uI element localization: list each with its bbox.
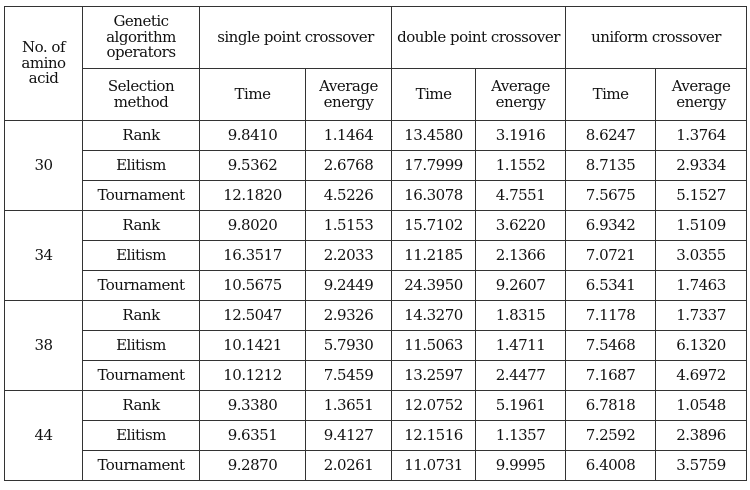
time-cell: 11.5063 <box>392 331 476 361</box>
energy-cell: 1.0548 <box>656 391 747 421</box>
time-cell: 6.4008 <box>566 451 656 481</box>
time-cell: 10.5675 <box>200 271 306 301</box>
time-cell: 11.0731 <box>392 451 476 481</box>
table-row <box>5 331 747 361</box>
selection-method-cell: Rank <box>83 211 200 241</box>
energy-cell: 7.5459 <box>306 361 392 391</box>
table-row <box>5 151 747 181</box>
time-cell: 10.1421 <box>200 331 306 361</box>
energy-cell: 1.5153 <box>306 211 392 241</box>
table-row <box>5 241 747 271</box>
energy-cell: 1.1357 <box>476 421 566 451</box>
energy-cell: 2.2033 <box>306 241 392 271</box>
amino-count-cell: 38 <box>5 301 83 391</box>
energy-cell: 2.3896 <box>656 421 747 451</box>
selection-method-cell: Elitism <box>83 151 200 181</box>
time-cell: 14.3270 <box>392 301 476 331</box>
time-cell: 12.1516 <box>392 421 476 451</box>
header-time: Time <box>566 69 656 121</box>
time-cell: 7.1178 <box>566 301 656 331</box>
table-row <box>5 271 747 301</box>
selection-method-cell: Elitism <box>83 421 200 451</box>
selection-method-cell: Rank <box>83 391 200 421</box>
energy-cell: 2.9326 <box>306 301 392 331</box>
time-cell: 9.2870 <box>200 451 306 481</box>
time-cell: 9.3380 <box>200 391 306 421</box>
table-body <box>5 121 747 481</box>
table-row <box>5 301 747 331</box>
energy-cell: 3.0355 <box>656 241 747 271</box>
header-double-crossover: double point crossover <box>392 7 566 69</box>
amino-count-cell: 44 <box>5 391 83 481</box>
energy-cell: 1.5109 <box>656 211 747 241</box>
time-cell: 9.5362 <box>200 151 306 181</box>
table-row <box>5 421 747 451</box>
energy-cell: 2.4477 <box>476 361 566 391</box>
energy-cell: 2.1366 <box>476 241 566 271</box>
header-amino: No. of amino acid <box>5 7 83 121</box>
header-operators: Genetic algorithm operators <box>83 7 200 69</box>
energy-cell: 3.5759 <box>656 451 747 481</box>
time-cell: 16.3517 <box>200 241 306 271</box>
header-selection: Selection method <box>83 69 200 121</box>
header-uniform-crossover: uniform crossover <box>566 7 747 69</box>
header-energy: Average energy <box>306 69 392 121</box>
energy-cell: 6.1320 <box>656 331 747 361</box>
selection-method-cell: Tournament <box>83 361 200 391</box>
time-cell: 15.7102 <box>392 211 476 241</box>
time-cell: 17.7999 <box>392 151 476 181</box>
selection-method-cell: Elitism <box>83 241 200 271</box>
time-cell: 8.7135 <box>566 151 656 181</box>
energy-cell: 3.6220 <box>476 211 566 241</box>
time-cell: 12.1820 <box>200 181 306 211</box>
header-time: Time <box>392 69 476 121</box>
time-cell: 9.6351 <box>200 421 306 451</box>
table-row <box>5 391 747 421</box>
selection-method-cell: Rank <box>83 121 200 151</box>
time-cell: 7.2592 <box>566 421 656 451</box>
table-row <box>5 211 747 241</box>
time-cell: 7.5675 <box>566 181 656 211</box>
selection-method-cell: Elitism <box>83 331 200 361</box>
table-row <box>5 361 747 391</box>
header-single-crossover: single point crossover <box>200 7 392 69</box>
time-cell: 16.3078 <box>392 181 476 211</box>
energy-cell: 2.9334 <box>656 151 747 181</box>
energy-cell: 3.1916 <box>476 121 566 151</box>
energy-cell: 4.5226 <box>306 181 392 211</box>
energy-cell: 2.0261 <box>306 451 392 481</box>
results-table <box>4 6 747 481</box>
selection-method-cell: Tournament <box>83 271 200 301</box>
amino-count-cell: 30 <box>5 121 83 211</box>
table-row <box>5 121 747 151</box>
time-cell: 6.9342 <box>566 211 656 241</box>
time-cell: 24.3950 <box>392 271 476 301</box>
time-cell: 7.1687 <box>566 361 656 391</box>
time-cell: 7.0721 <box>566 241 656 271</box>
energy-cell: 9.9995 <box>476 451 566 481</box>
energy-cell: 1.3764 <box>656 121 747 151</box>
table-row <box>5 451 747 481</box>
time-cell: 6.7818 <box>566 391 656 421</box>
selection-method-cell: Rank <box>83 301 200 331</box>
energy-cell: 9.4127 <box>306 421 392 451</box>
time-cell: 13.4580 <box>392 121 476 151</box>
amino-count-cell: 34 <box>5 211 83 301</box>
header-time: Time <box>200 69 306 121</box>
selection-method-cell: Tournament <box>83 181 200 211</box>
energy-cell: 4.6972 <box>656 361 747 391</box>
time-cell: 11.2185 <box>392 241 476 271</box>
energy-cell: 1.1464 <box>306 121 392 151</box>
time-cell: 12.0752 <box>392 391 476 421</box>
time-cell: 10.1212 <box>200 361 306 391</box>
energy-cell: 9.2449 <box>306 271 392 301</box>
energy-cell: 5.1527 <box>656 181 747 211</box>
energy-cell: 1.7463 <box>656 271 747 301</box>
energy-cell: 1.3651 <box>306 391 392 421</box>
time-cell: 9.8410 <box>200 121 306 151</box>
time-cell: 8.6247 <box>566 121 656 151</box>
time-cell: 7.5468 <box>566 331 656 361</box>
time-cell: 9.8020 <box>200 211 306 241</box>
energy-cell: 1.4711 <box>476 331 566 361</box>
energy-cell: 1.8315 <box>476 301 566 331</box>
time-cell: 13.2597 <box>392 361 476 391</box>
selection-method-cell: Tournament <box>83 451 200 481</box>
energy-cell: 5.7930 <box>306 331 392 361</box>
energy-cell: 9.2607 <box>476 271 566 301</box>
table-row <box>5 181 747 211</box>
energy-cell: 4.7551 <box>476 181 566 211</box>
time-cell: 12.5047 <box>200 301 306 331</box>
energy-cell: 1.1552 <box>476 151 566 181</box>
energy-cell: 5.1961 <box>476 391 566 421</box>
header-energy: Average energy <box>656 69 747 121</box>
time-cell: 6.5341 <box>566 271 656 301</box>
header-energy: Average energy <box>476 69 566 121</box>
energy-cell: 1.7337 <box>656 301 747 331</box>
energy-cell: 2.6768 <box>306 151 392 181</box>
